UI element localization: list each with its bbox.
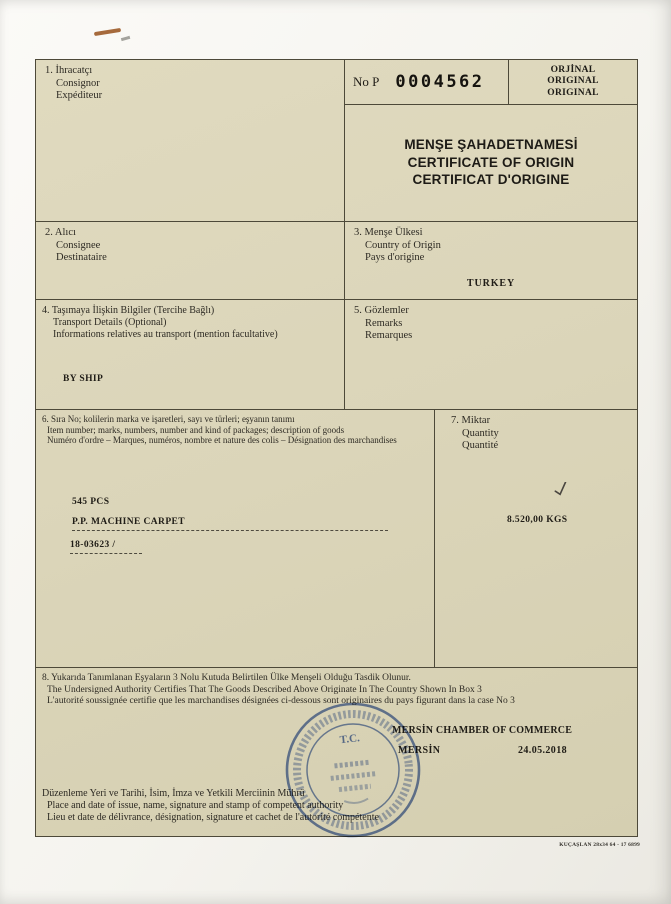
printer-code: KUÇAŞLAN 28x34 64 - 17 6899 — [559, 842, 640, 848]
issuing-authority: MERSİN CHAMBER OF COMMERCE — [392, 725, 573, 736]
box4-label-en: Transport Details (Optional) — [53, 317, 167, 328]
title-fr: CERTIFICAT D'ORIGINE — [412, 172, 570, 187]
box-country-of-origin — [345, 222, 637, 300]
box8-footer-label-fr: Lieu et date de délivrance, désignation, signature et cachet de l'autorité compétente — [47, 812, 379, 823]
box4-label-fr: Informations relatives au transport (mention facultative) — [53, 329, 278, 340]
box2-label-tr: 2. Alıcı — [45, 227, 76, 238]
handwritten-tick-mark — [553, 482, 569, 496]
stamp-center-text: T.C. — [339, 732, 361, 747]
box1-label-tr: 1. İhracatçı — [45, 65, 93, 76]
title-block — [345, 105, 637, 222]
transport-value: BY SHIP — [63, 374, 104, 384]
box-transport-details — [36, 300, 345, 410]
box4-label-tr: 4. Taşımaya İlişkin Bilgiler (Tercihe Bağlı) — [42, 305, 215, 316]
box3-label-en: Country of Origin — [365, 239, 441, 251]
original-line-fr: ORIGINAL — [547, 87, 599, 98]
dashed-rule-short — [70, 553, 142, 554]
box3-label-tr: 3. Menşe Ülkesi — [354, 227, 423, 238]
box5-label-en: Remarks — [365, 317, 403, 329]
goods-reference: 18-03623 / — [70, 540, 116, 550]
box7-label-tr: 7. Miktar — [451, 415, 491, 426]
box2-label-en: Consignee — [56, 239, 101, 251]
box-quantity — [435, 410, 637, 668]
box-goods-description — [36, 410, 435, 668]
box3-label-fr: Pays d'origine — [365, 252, 425, 263]
chamber-stamp — [276, 693, 430, 847]
goods-description: P.P. MACHINE CARPET — [72, 517, 185, 527]
box5-label-tr: 5. Gözlemler — [354, 305, 409, 316]
rust-staple-mark — [94, 28, 121, 36]
box-consignor — [36, 60, 345, 222]
original-copy-badge — [508, 60, 637, 104]
box8-label-fr: L'autorité soussignée certifie que les marchandises désignées ci-dessous sont originaires du pays figurant dans la case No 3 — [47, 696, 515, 706]
title-en: CERTIFICATE OF ORIGIN — [407, 154, 575, 170]
box8-footer-label-tr: Düzenleme Yeri ve Tarihi, İsim, İmza ve Yetkili Merciinin Mührü — [42, 788, 305, 799]
box2-label-fr: Destinataire — [56, 252, 107, 263]
goods-pieces: 545 PCS — [72, 497, 110, 507]
date-of-issue: 24.05.2018 — [518, 745, 567, 756]
serial-row — [345, 60, 637, 105]
country-of-origin-value: TURKEY — [466, 278, 516, 289]
dashed-rule-long — [72, 530, 388, 531]
serial-number: 0004562 — [395, 72, 485, 92]
box6-label-fr: Numéro d'ordre – Marques, numéros, nombre et nature des colis – Désignation des marchandises — [47, 435, 397, 445]
original-line-tr: ORJİNAL — [550, 64, 596, 75]
box8-footer-label-en: Place and date of issue, name, signature and stamp of competent authority — [47, 800, 344, 811]
box7-label-en: Quantity — [462, 427, 499, 439]
box1-label-fr: Expéditeur — [56, 90, 103, 101]
title-tr: MENŞE ŞAHADETNAMESİ — [404, 137, 578, 152]
original-line-en: ORIGINAL — [547, 76, 599, 87]
serial-label: No P — [353, 74, 380, 89]
box6-label-en: Item number; marks, numbers, number and kind of packages; description of goods — [47, 424, 345, 435]
box-remarks — [345, 300, 637, 410]
quantity-value: 8.520,00 KGS — [507, 515, 568, 525]
box8-label-en: The Undersigned Authority Certifies That The Goods Described Above Originate In The Country Shown In Box 3 — [47, 684, 482, 695]
staple-shadow-mark — [121, 36, 130, 41]
place-of-issue: MERSİN — [398, 745, 441, 756]
box8-label-tr: 8. Yukarıda Tanımlanan Eşyaların 3 Nolu Kutuda Belirtilen Ülke Menşeli Olduğu Tasdik Olunur. — [42, 673, 411, 683]
box6-label-tr: 6. Sıra No; kolilerin marka ve işaretleri, sayı ve türleri; eşyanın tanımı — [42, 414, 295, 424]
box7-label-fr: Quantité — [462, 440, 499, 451]
serial-area — [345, 60, 508, 104]
box5-label-fr: Remarques — [365, 330, 413, 341]
box1-label-en: Consignor — [56, 77, 100, 89]
box-consignee — [36, 222, 345, 300]
